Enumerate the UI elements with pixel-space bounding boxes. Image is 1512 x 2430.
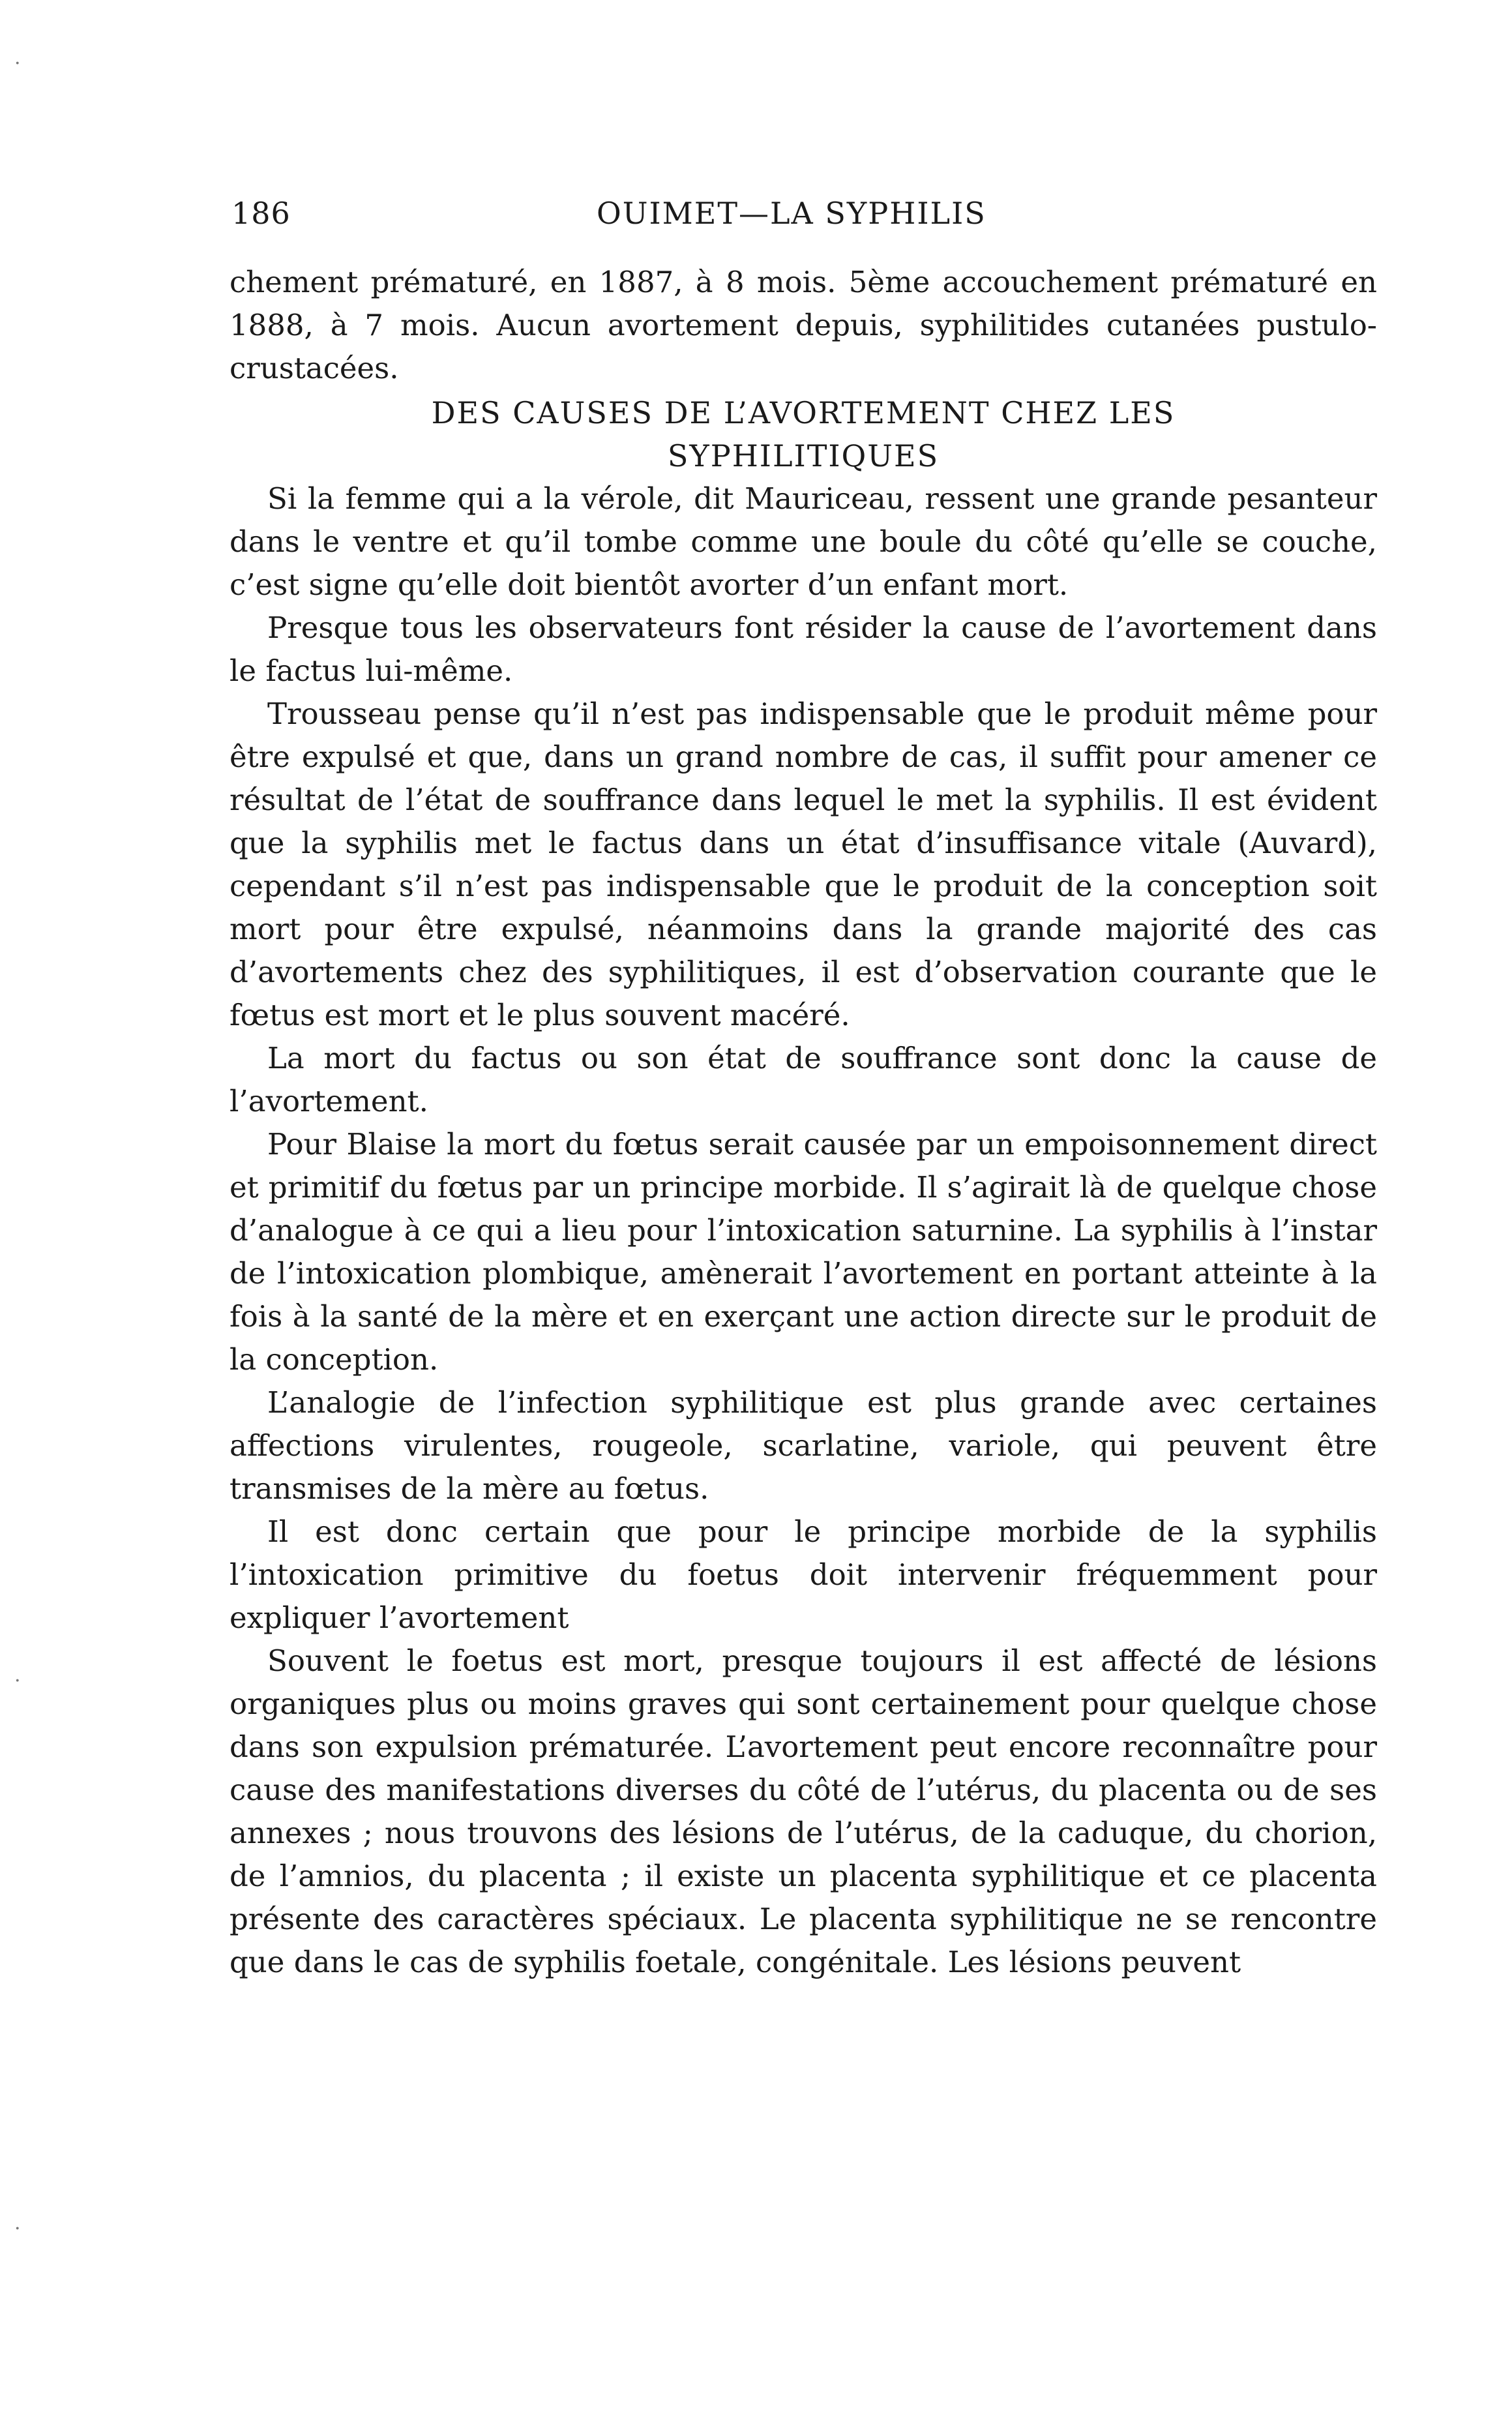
paragraph: La mort du factus ou son état de souffrance sont donc la cause de l’avortement. bbox=[230, 1041, 1377, 1118]
scan-speck: · bbox=[14, 1670, 21, 1692]
scan-speck: · bbox=[14, 2217, 21, 2240]
paragraph: Si la femme qui a la vérole, dit Mauriceau, ressent une grande pesanteur dans le ventre et qu’il tombe comme une boule du côté qu’elle se couche, c’est signe qu’elle doit bientôt avorter d’un enfant mort. bbox=[230, 481, 1377, 602]
section-title bbox=[230, 391, 1377, 477]
paragraph: Trousseau pense qu’il n’est pas indispensable que le produit même pour être expulsé et que, dans un grand nombre de cas, il suffit pour amener ce résultat de l’état de souffrance dans lequel le met la syphilis. Il est évident que la syphilis met le factus dans un état d’insuffisance vitale (Auvard), cependant s’il n’est pas indispensable que le produit de la conception soit mort pour être expulsé, néanmoins dans la grande majorité des cas d’avortements chez des syphilitiques, il est d’observation courante que le fœtus est mort et le plus souvent macéré. bbox=[230, 697, 1377, 1032]
paragraph: L’analogie de l’infection syphilitique est plus grande avec certaines affections virulentes, rougeole, scarlatine, variole, qui peuvent être transmises de la mère au fœtus. bbox=[230, 1385, 1377, 1506]
page-number: 186 bbox=[231, 196, 291, 231]
paragraph: Souvent le foetus est mort, presque toujours il est affecté de lésions organiques plus ou moins graves qui sont certainement pour quelque chose dans son expulsion prématurée. L’avortement peut encore reconnaître pour cause des manifestations diverses du côté de l’utérus, du placenta ou de ses annexes ; nous trouvons des lésions de l’utérus, de la caduque, du chorion, de l’amnios, du placenta ; il existe un placenta syphilitique et ce placenta présente des caractères spéciaux. Le placenta syphilitique ne se rencontre que dans le cas de syphilis foetale, congénitale. Les lésions peuvent bbox=[230, 1643, 1377, 1979]
body-text bbox=[230, 261, 1377, 1984]
running-title: OUIMET—LA SYPHILIS bbox=[597, 196, 986, 231]
scan-speck: · bbox=[14, 52, 21, 75]
page-header bbox=[231, 196, 1379, 235]
continuation-paragraph: chement prématuré, en 1887, à 8 mois. 5ème accouchement prématuré en 1888, à 7 mois. Aucun avortement depuis, syphilitides cutanées pustulo-crustacées. bbox=[230, 265, 1377, 385]
paragraph: Il est donc certain que pour le principe morbide de la syphilis l’intoxication primitive du foetus doit intervenir fréquemment pour expliquer l’avortement bbox=[230, 1514, 1377, 1635]
paragraph: Presque tous les observateurs font résider la cause de l’avortement dans le factus lui-même. bbox=[230, 610, 1377, 688]
section-title-line-2: SYPHILITIQUES bbox=[667, 438, 940, 473]
paragraph: Pour Blaise la mort du fœtus serait causée par un empoisonnement direct et primitif du fœtus par un principe morbide. Il s’agirait là de quelque chose d’analogue à ce qui a lieu pour l’intoxication saturnine. La syphilis à l’instar de l’intoxication plombique, amènerait l’avortement en portant atteinte à la fois à la santé de la mère et en exerçant une action directe sur le produit de la conception. bbox=[230, 1127, 1377, 1377]
section-title-line-1: DES CAUSES DE L’AVORTEMENT CHEZ LES bbox=[431, 395, 1176, 430]
